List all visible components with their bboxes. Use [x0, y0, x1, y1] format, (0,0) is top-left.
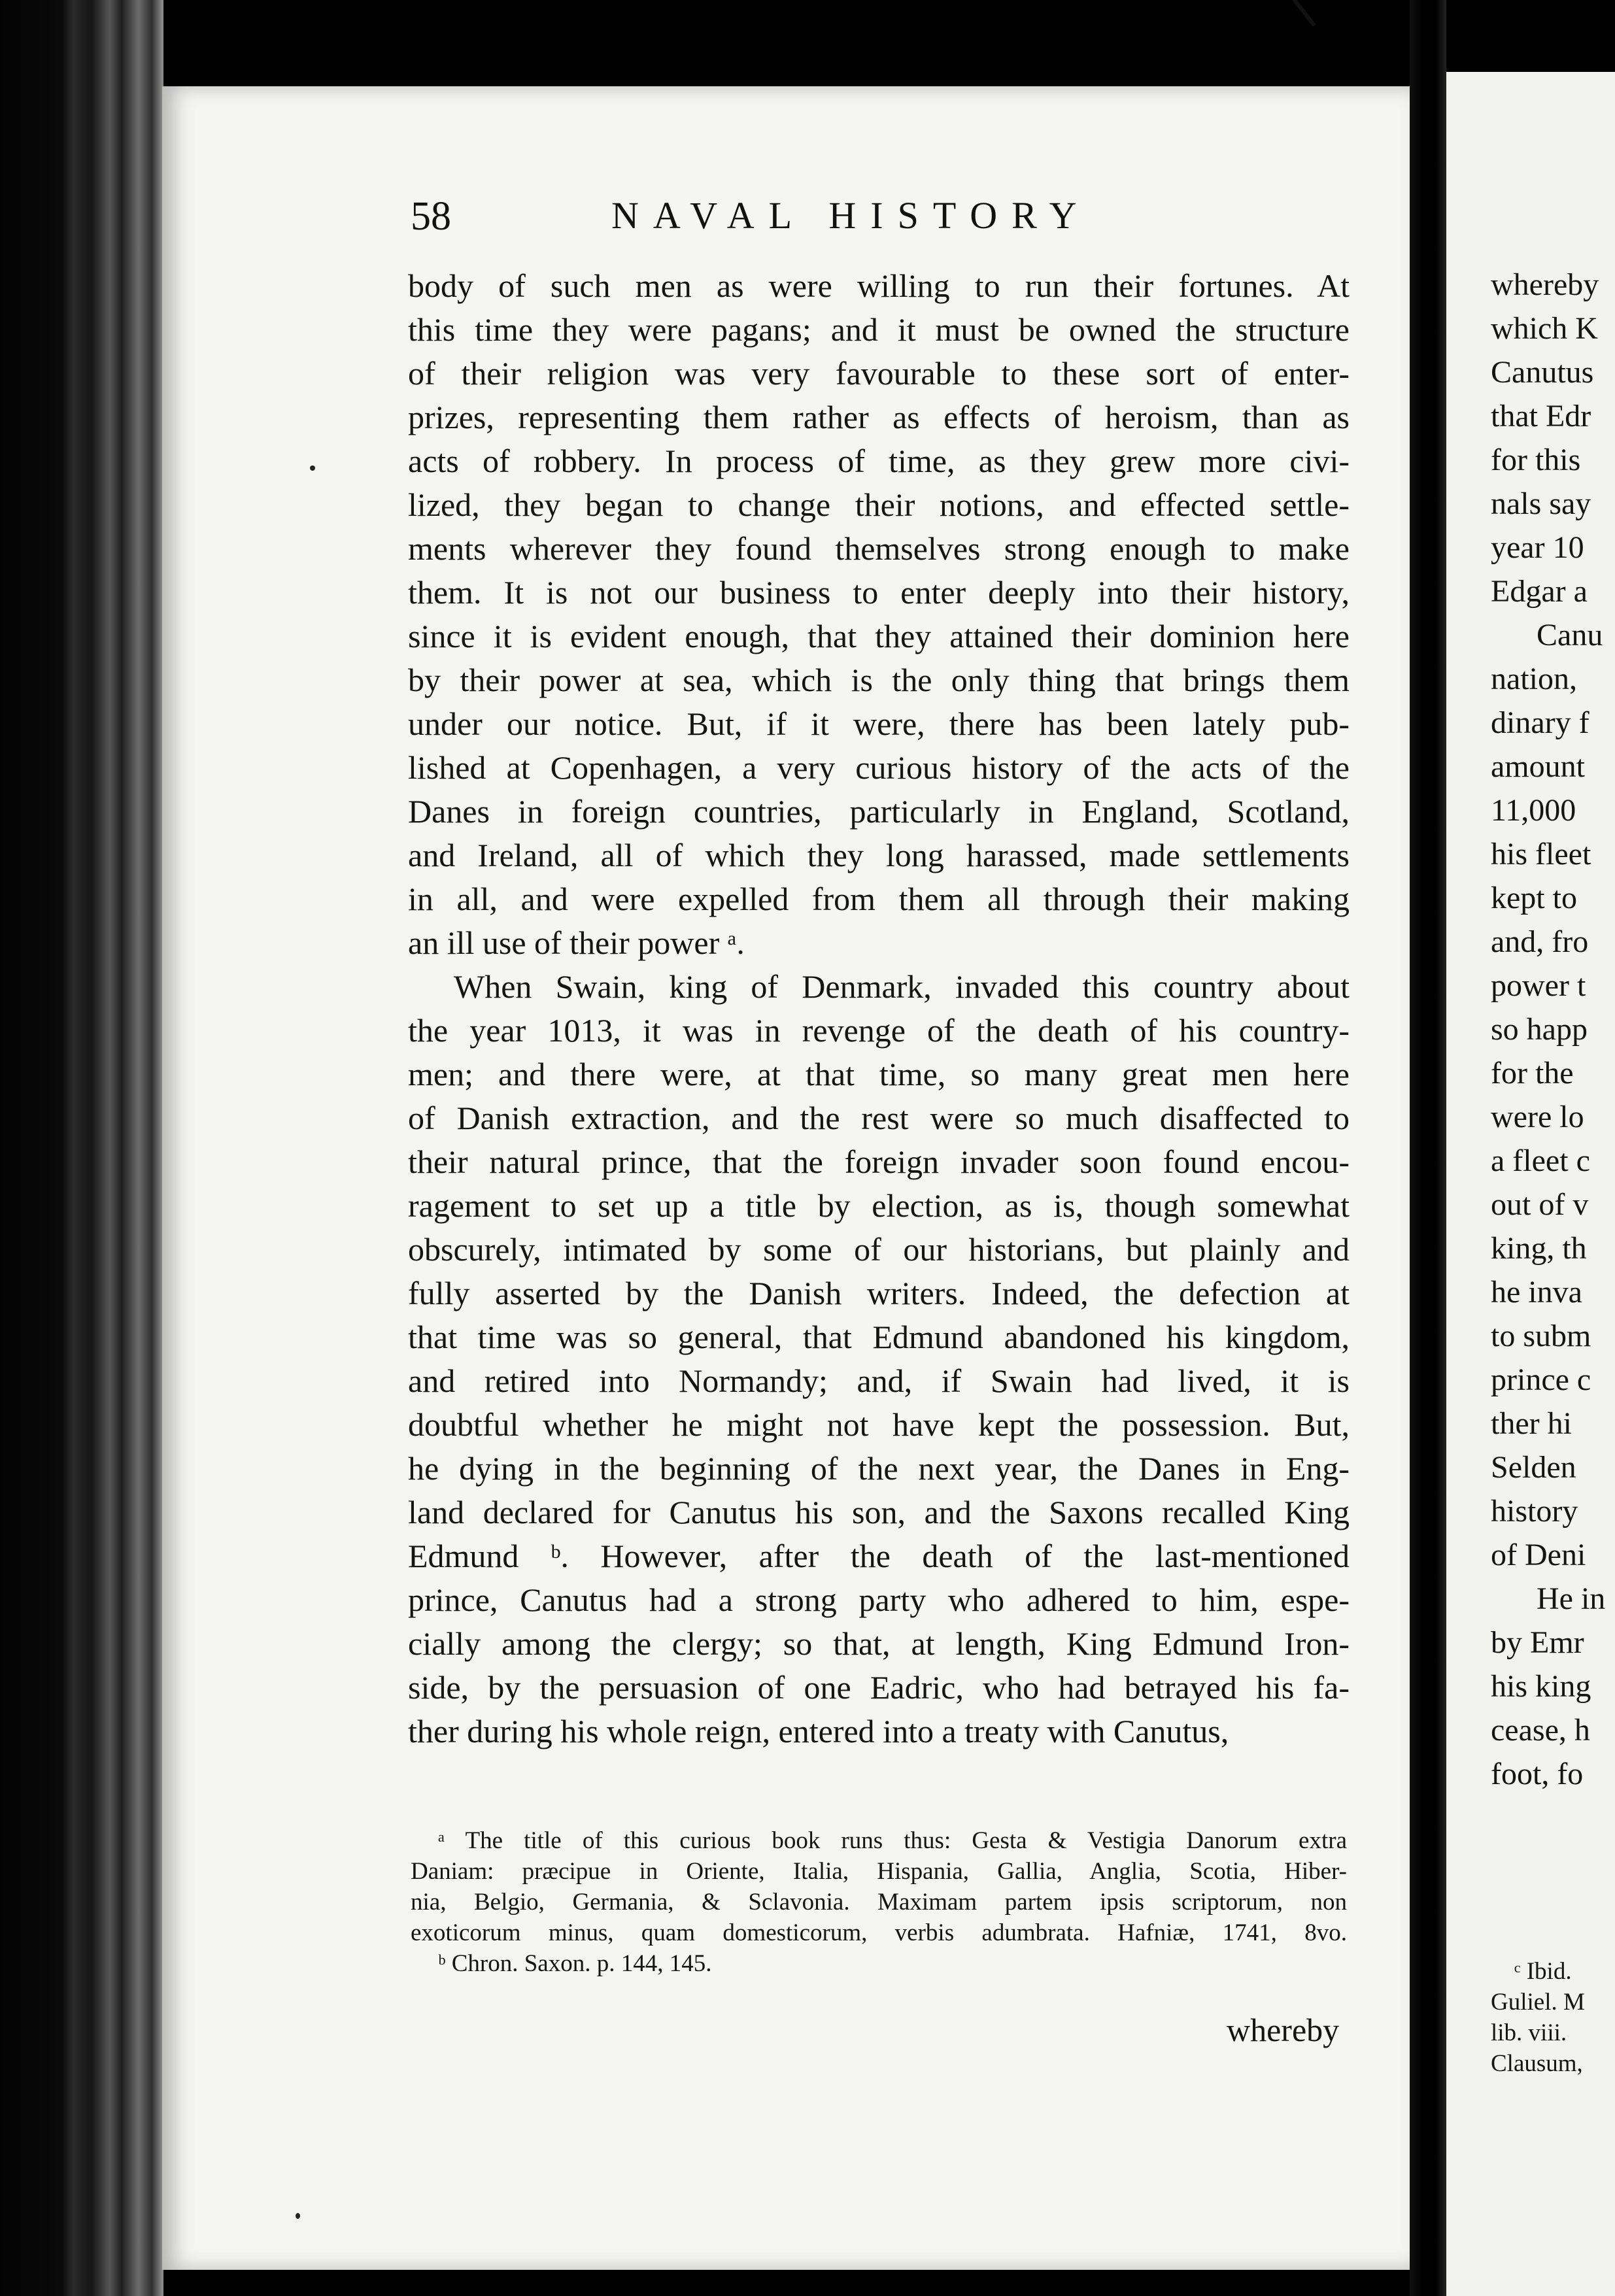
facing-line: amount [1491, 749, 1585, 784]
body-line: Edmund ᵇ. However, after the death of the last-mentioned [408, 1538, 1350, 1574]
facing-line: year 10 [1491, 530, 1584, 565]
facing-line: he inva [1491, 1275, 1582, 1309]
facing-line: foot, fo [1491, 1757, 1584, 1791]
body-line: by their power at sea, which is the only thing that brings them [408, 662, 1350, 698]
body-line: that time was so general, that Edmund abandoned his kingdom, [408, 1319, 1350, 1355]
facing-line: by Emr [1491, 1625, 1584, 1660]
body-line: ragement to set up a title by election, as is, though somewhat [408, 1187, 1350, 1224]
body-line: lished at Copenhagen, a very curious history of the acts of the [408, 749, 1350, 786]
facing-footnote-line: Guliel. M [1491, 1989, 1585, 2016]
footnote-line: ᵃ The title of this curious book runs thus: Gesta & Vestigia Danorum extra [438, 1827, 1347, 1854]
body-line: land declared for Canutus his son, and the Saxons recalled King [408, 1494, 1350, 1530]
facing-line: a fleet c [1491, 1143, 1590, 1178]
running-head: NAVAL HISTORY [611, 194, 1091, 237]
facing-line: for this [1491, 443, 1581, 477]
book-binding [0, 0, 163, 2296]
facing-page-footnotes [1491, 1956, 1585, 2079]
facing-line: Selden [1491, 1450, 1576, 1485]
footnote-line: ᵇ Chron. Saxon. p. 144, 145. [438, 1950, 712, 1977]
facing-footnote-line: ᶜ Ibid. [1514, 1958, 1572, 1985]
facing-line: kept to [1491, 881, 1577, 915]
body-line: since it is evident enough, that they attained their dominion here [408, 618, 1350, 654]
facing-line: which K [1491, 311, 1598, 346]
facing-line: his fleet [1491, 837, 1591, 871]
page-number: 58 [411, 194, 451, 239]
facing-line: 11,000 [1491, 793, 1576, 828]
facing-line: cease, h [1491, 1713, 1590, 1747]
body-line: and retired into Normandy; and, if Swain had lived, it is [408, 1362, 1350, 1399]
body-line: obscurely, intimated by some of our historians, but plainly and [408, 1231, 1350, 1268]
facing-line: of Deni [1491, 1538, 1586, 1572]
facing-line: were lo [1491, 1100, 1584, 1134]
body-line: of their religion was very favourable to these sort of enter- [408, 355, 1350, 392]
body-line: in all, and were expelled from them all through their making [408, 881, 1350, 917]
body-line: men; and there were, at that time, so many great men here [408, 1056, 1350, 1092]
ink-speck [296, 2213, 300, 2219]
facing-line: and, fro [1491, 924, 1589, 959]
body-line: cially among the clergy; so that, at length, King Edmund Iron- [408, 1625, 1350, 1662]
body-line: Danes in foreign countries, particularly in England, Scotland, [408, 793, 1350, 830]
facing-line: whereby [1491, 267, 1599, 302]
facing-line: his king [1491, 1669, 1591, 1704]
footnote-line: nia, Belgio, Germania, & Sclavonia. Maximam partem ipsis scriptorum, non [411, 1889, 1347, 1916]
facing-line: nals say [1491, 486, 1591, 521]
body-line: and Ireland, all of which they long harassed, made settlements [408, 837, 1350, 873]
facing-line: king, th [1491, 1231, 1587, 1266]
body-line: fully asserted by the Danish writers. Indeed, the defection at [408, 1275, 1350, 1311]
body-line: ther during his whole reign, entered into a treaty with Canutus, [408, 1713, 1229, 1749]
facing-line: that Edr [1491, 399, 1591, 433]
facing-footnote-line: lib. viii. [1491, 2019, 1567, 2046]
scan-scratch [1292, 0, 1316, 27]
facing-line: so happ [1491, 1012, 1588, 1047]
facing-line: nation, [1491, 662, 1577, 696]
facing-line: He in [1537, 1581, 1606, 1616]
body-line: under our notice. But, if it were, there has been lately pub- [408, 705, 1350, 742]
facing-line: to subm [1491, 1319, 1591, 1353]
body-line: ments wherever they found themselves strong enough to make [408, 530, 1350, 567]
facing-page-text [1491, 263, 1605, 1796]
body-line: prizes, representing them rather as effects of heroism, than as [408, 399, 1350, 435]
facing-line: history [1491, 1494, 1578, 1528]
body-line: them. It is not our business to enter deeply into their history, [408, 574, 1350, 611]
body-line: the year 1013, it was in revenge of the death of his country- [408, 1012, 1350, 1049]
facing-line: ther hi [1491, 1406, 1572, 1441]
body-text [408, 264, 1350, 1753]
body-line: prince, Canutus had a strong party who adhered to him, espe- [408, 1581, 1350, 1618]
body-line: an ill use of their power ᵃ. [408, 924, 745, 961]
facing-line: out of v [1491, 1187, 1589, 1222]
body-line: of Danish extraction, and the rest were so much disaffected to [408, 1100, 1350, 1136]
footnote-line: Daniam: præcipue in Oriente, Italia, Hispania, Gallia, Anglia, Scotia, Hiber- [411, 1858, 1347, 1885]
catchword: whereby [1227, 2012, 1340, 2048]
facing-line: Edgar a [1491, 574, 1588, 609]
body-line: acts of robbery. In process of time, as they grew more civi- [408, 443, 1350, 479]
body-line: doubtful whether he might not have kept the possession. But, [408, 1406, 1350, 1443]
footnotes [411, 1825, 1347, 1979]
facing-footnote-line: Clausum, [1491, 2050, 1583, 2077]
facing-line: prince c [1491, 1362, 1591, 1397]
facing-line: Canu [1537, 618, 1603, 652]
facing-line: for the [1491, 1056, 1574, 1090]
body-line: side, by the persuasion of one Eadric, who had betrayed his fa- [408, 1669, 1350, 1706]
facing-line: Canutus [1491, 355, 1594, 390]
book-gutter [1410, 0, 1446, 2296]
facing-line: dinary f [1491, 705, 1590, 740]
body-line: their natural prince, that the foreign invader soon found encou- [408, 1143, 1350, 1180]
facing-page [1446, 72, 1615, 2296]
body-line: body of such men as were willing to run their fortunes. At [408, 267, 1350, 304]
body-line: lized, they began to change their notions, and effected settle- [408, 486, 1350, 523]
body-line: this time they were pagans; and it must be owned the structure [408, 311, 1350, 348]
footnote-line: exoticorum minus, quam domesticorum, verbis adumbrata. Hafniæ, 1741, 8vo. [411, 1919, 1347, 1946]
body-line: he dying in the beginning of the next year, the Danes in Eng- [408, 1450, 1350, 1487]
facing-line: power t [1491, 968, 1586, 1003]
body-line: When Swain, king of Denmark, invaded this country about [454, 968, 1350, 1005]
ink-speck [310, 465, 315, 471]
